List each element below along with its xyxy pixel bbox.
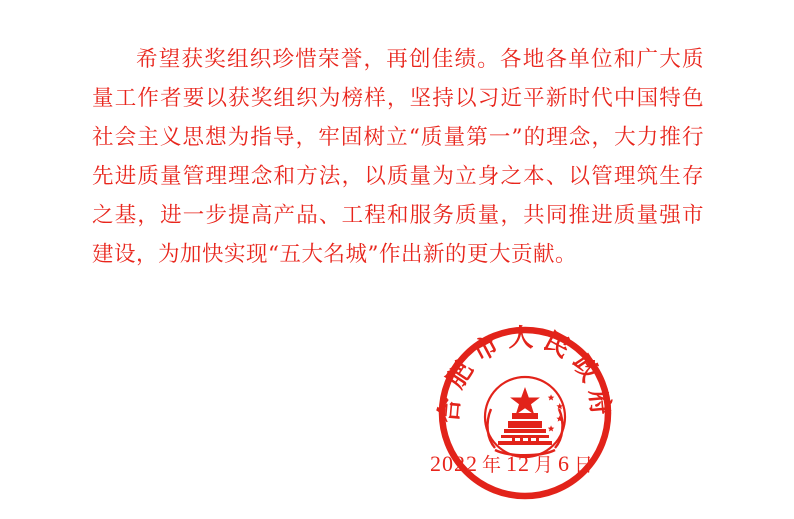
seal-container — [432, 320, 618, 506]
date-day-unit: 日 — [574, 454, 595, 476]
document-body — [92, 40, 704, 274]
date-day: 6 — [558, 451, 571, 476]
date-month-unit: 月 — [534, 454, 555, 476]
date-year-unit: 年 — [482, 454, 503, 476]
date-month: 12 — [506, 451, 531, 476]
date-line — [430, 450, 730, 477]
document-paragraph: 希望获奖组织珍惜荣誉，再创佳绩。各地各单位和广大质量工作者要以获奖组织为榜样，坚持以习近平新时代中国特色社会主义思想为指导，牢固树立“质量第一”的理念，大力推行先进质量管理理念和方法，以质量为立身之本、以管理筑生存之基，进一步提高产品、工程和服务质量，共同推进质量强市建设，为加快实现“五大名城”作出新的更大贡献。 — [92, 47, 704, 267]
svg-text:合肥市人民政府: 合肥市人民政府 — [433, 323, 617, 425]
date-year: 2022 — [430, 451, 478, 476]
government-seal — [432, 320, 618, 506]
